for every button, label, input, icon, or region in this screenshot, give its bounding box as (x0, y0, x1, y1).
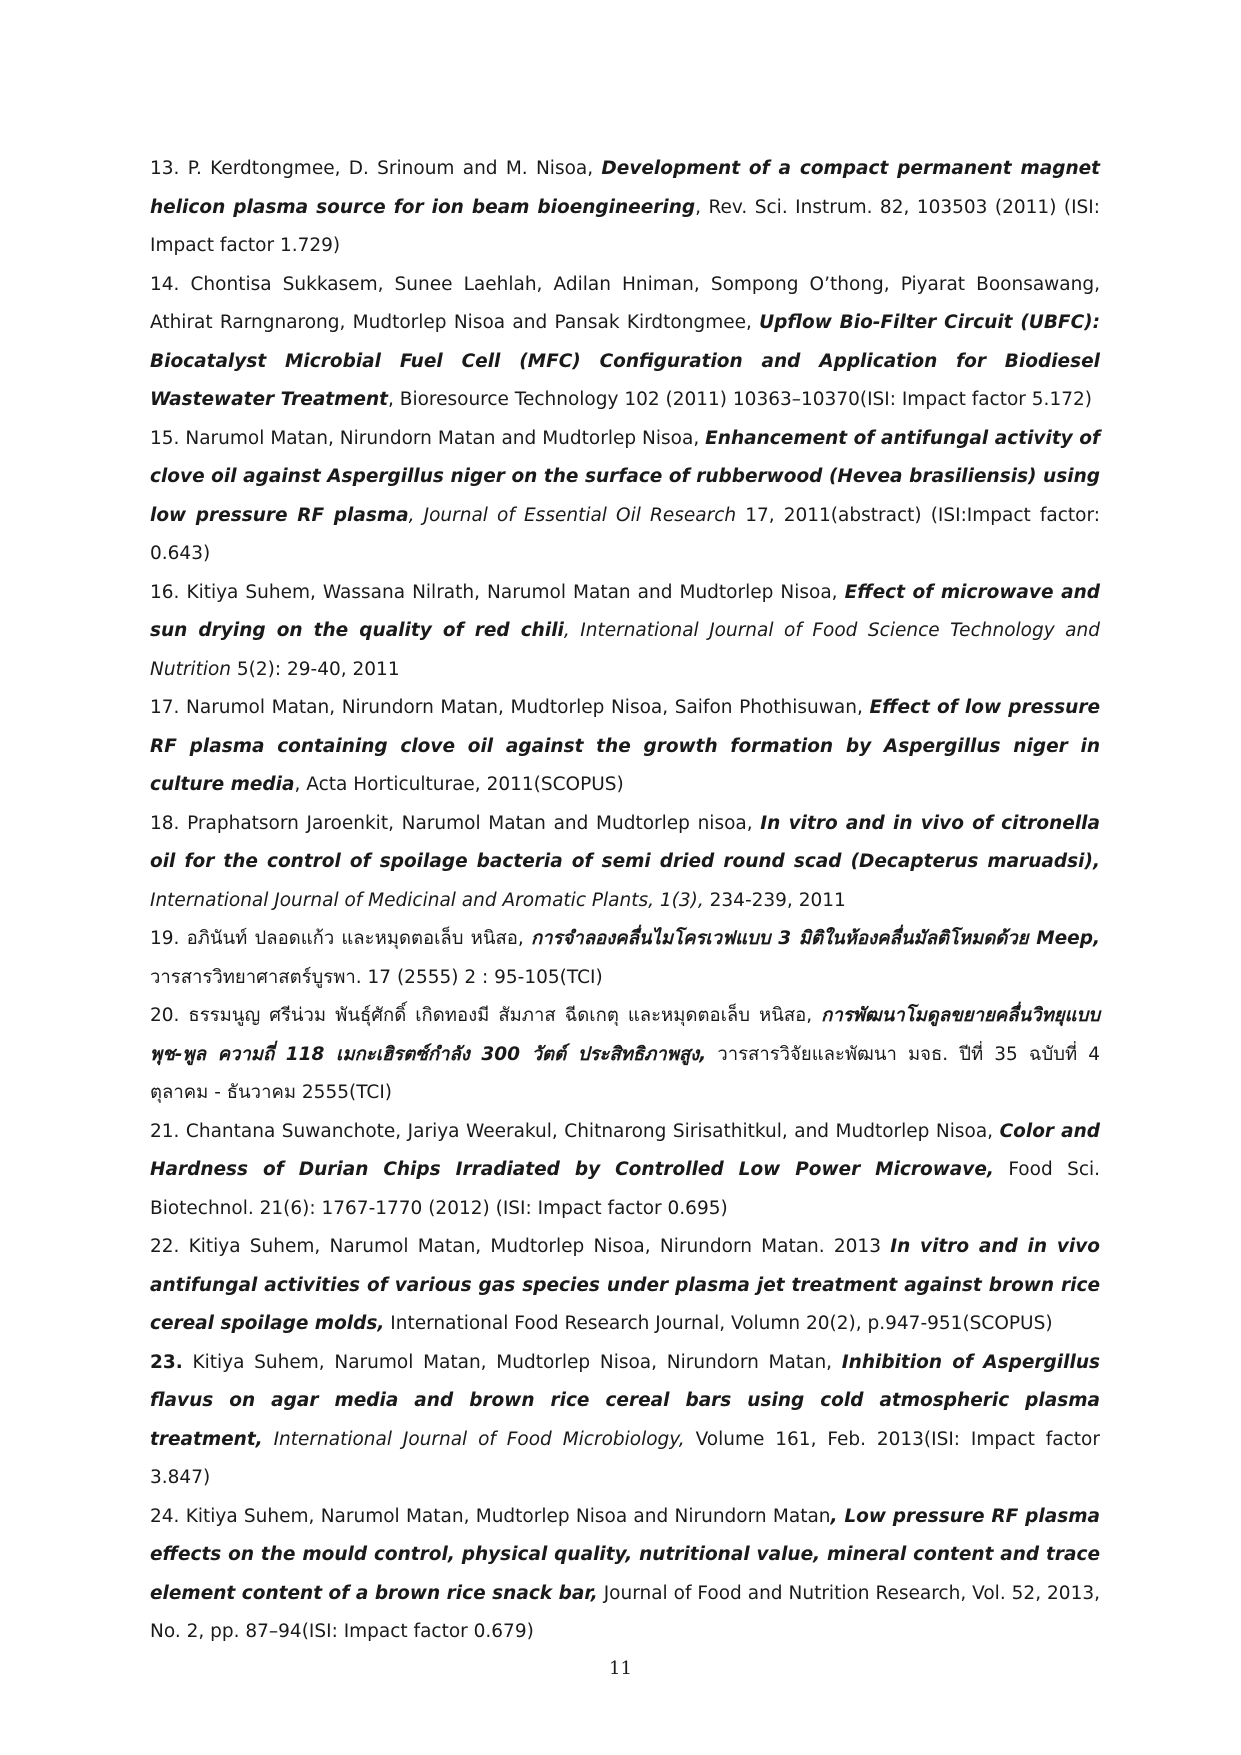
reference-number: 21. (150, 1120, 180, 1142)
reference-number: 23. (150, 1351, 183, 1373)
reference-number: 13. (150, 158, 180, 179)
reference-journal: , International Journal of Food Science Technology and Nutrition (150, 620, 1100, 680)
reference-number: 20. (150, 1005, 180, 1026)
reference-item-14 (150, 266, 1100, 420)
reference-number: 18. (150, 812, 180, 834)
reference-title: Development of a compact permanent magnet helicon plasma source for ion beam bioengineering (150, 158, 1101, 218)
reference-number: 15. (150, 427, 180, 449)
reference-authors: Kitiya Suhem, Narumol Matan, Mudtorlep Nisoa and Nirundorn Matan (179, 1505, 831, 1527)
reference-details: International Food Research Journal, Volumn 20(2), p.947-951(SCOPUS) (384, 1313, 1053, 1334)
reference-item-15 (150, 420, 1100, 574)
reference-details: 5(2): 29-40, 2011 (231, 658, 400, 680)
reference-details: 234-239, 2011 (703, 889, 846, 911)
reference-item-16 (150, 574, 1100, 690)
reference-authors: Chontisa Sukkasem, Sunee Laehlah, Adilan Hniman, Sompong O’thong, Piyarat Boonsawang, Athirat Rarngnarong, Mudtorlep Nisoa and Pansak Kirdtongmee, (150, 273, 1100, 333)
reference-item-23 (150, 1344, 1100, 1498)
reference-item-24 (150, 1498, 1100, 1652)
reference-details: , Bioresource Technology 102 (2011) 10363–10370(ISI: Impact factor 5.172) (388, 389, 1092, 410)
reference-list (150, 150, 1100, 1652)
reference-number: 17. (150, 697, 180, 718)
reference-details: 17, 2011(abstract) (ISI:Impact factor: 0.643) (150, 504, 1100, 564)
reference-title: Inhibition of Aspergillus flavus on agar media and brown rice cereal bars using cold atmospheric plasma treatment, (150, 1351, 1100, 1450)
reference-item-18 (150, 805, 1100, 921)
reference-authors: ธรรมนูญ ศรีน่วม พันธุ์ศักดิ์ เกิดทองมี สัมภาส ฉีดเกตุ และหมุดตอเล็บ หนิสอ, (179, 1005, 822, 1026)
page-number: 11 (609, 1658, 632, 1679)
reference-title: Enhancement of antifungal activity of clove oil against Aspergillus niger on the surface of rubberwood (Hevea brasiliensis) using low pressure RF plasma (150, 427, 1101, 526)
reference-item-20 (150, 997, 1100, 1113)
reference-title: In vitro and in vivo antifungal activities of various gas species under plasma jet treatment against brown rice cereal spoilage molds, (150, 1236, 1100, 1334)
reference-item-22 (150, 1228, 1100, 1344)
reference-details: วารสารวิทยาศาสตร์บูรพา. 17 (2555) 2 : 95-105(TCI) (150, 966, 603, 988)
reference-details: Volume 161, Feb. 2013(ISI: Impact factor 3.847) (150, 1428, 1100, 1488)
reference-title: Effect of microwave and sun drying on the quality of red chili (150, 581, 1100, 641)
reference-authors: Kitiya Suhem, Wassana Nilrath, Narumol Matan and Mudtorlep Nisoa, (179, 581, 845, 603)
reference-authors: Kitiya Suhem, Narumol Matan, Mudtorlep Nisoa, Nirundorn Matan, (182, 1351, 842, 1373)
reference-item-17 (150, 689, 1100, 805)
reference-journal: International Journal of Food Microbiology, (262, 1428, 685, 1450)
reference-title: การพัฒนาโมดูลขยายคลื่นวิทยุแบบพุช-พูล ความถี่ 118 เมกะเฮิรตซ์กำลัง 300 วัตต์ ประสิทธิภาพสูง, (150, 1005, 1100, 1065)
reference-authors: P. Kerdtongmee, D. Srinoum and M. Nisoa, (179, 158, 602, 179)
reference-authors: Kitiya Suhem, Narumol Matan, Mudtorlep Nisoa, Nirundorn Matan. 2013 (179, 1236, 891, 1257)
reference-authors: Narumol Matan, Nirundorn Matan and Mudtorlep Nisoa, (179, 427, 706, 449)
reference-authors: Narumol Matan, Nirundorn Matan, Mudtorlep Nisoa, Saifon Phothisuwan, (179, 697, 870, 718)
reference-details: วารสารวิจัยและพัฒนา มจธ. ปีที่ 35 ฉบับที่ 4 ตุลาคม - ธันวาคม 2555(TCI) (150, 1043, 1100, 1103)
reference-details: , Rev. Sci. Instrum. 82, 103503 (2011) (ISI: Impact factor 1.729) (150, 196, 1100, 256)
reference-authors: Chantana Suwanchote, Jariya Weerakul, Chitnarong Sirisathitkul, and Mudtorlep Nisoa, (179, 1120, 1000, 1142)
reference-title: Effect of low pressure RF plasma containing clove oil against the growth formation by Aspergillus niger in culture media (150, 697, 1101, 795)
reference-details: Food Sci. Biotechnol. 21(6): 1767-1770 (2012) (ISI: Impact factor 0.695) (150, 1159, 1101, 1219)
reference-title: การจำลองคลื่นไมโครเวฟแบบ 3 มิติในห้องคลื่นมัลติโหมดด้วย Meep, (530, 928, 1100, 949)
reference-number: 14. (150, 273, 180, 295)
reference-number: 24. (150, 1505, 180, 1527)
reference-title: Upflow Bio-Filter Circuit (UBFC): Biocatalyst Microbial Fuel Cell (MFC) Configuration and Application for Biodiesel Wastewater Treatment (150, 312, 1100, 410)
reference-title: Color and Hardness of Durian Chips Irradiated by Controlled Low Power Microwave, (150, 1120, 1100, 1180)
reference-journal: International Journal of Medicinal and Aromatic Plants, 1(3), (150, 889, 704, 911)
reference-title: In vitro and in vivo of citronella oil for the control of spoilage bacteria of semi dried round scad (Decapterus maruadsi), (150, 812, 1101, 872)
reference-number: 16. (150, 581, 180, 603)
reference-number: 19. (150, 928, 180, 949)
reference-authors: Praphatsorn Jaroenkit, Narumol Matan and Mudtorlep nisoa, (179, 812, 761, 834)
reference-details: , Acta Horticulturae, 2011(SCOPUS) (294, 774, 624, 795)
reference-item-19 (150, 920, 1100, 997)
reference-title: , Low pressure RF plasma effects on the mould control, physical quality, nutritional value, mineral content and trace element content of a brown rice snack bar, (150, 1505, 1100, 1604)
reference-number: 22. (150, 1236, 180, 1257)
reference-journal: , Journal of Essential Oil Research (408, 504, 737, 526)
reference-item-13 (150, 150, 1100, 266)
reference-details: Journal of Food and Nutrition Research, Vol. 52, 2013, No. 2, pp. 87–94(ISI: Impact factor 0.679) (150, 1582, 1100, 1642)
reference-item-21 (150, 1113, 1100, 1229)
reference-authors: อภินันท์ ปลอดแก้ว และหมุดตอเล็บ หนิสอ, (179, 928, 531, 949)
